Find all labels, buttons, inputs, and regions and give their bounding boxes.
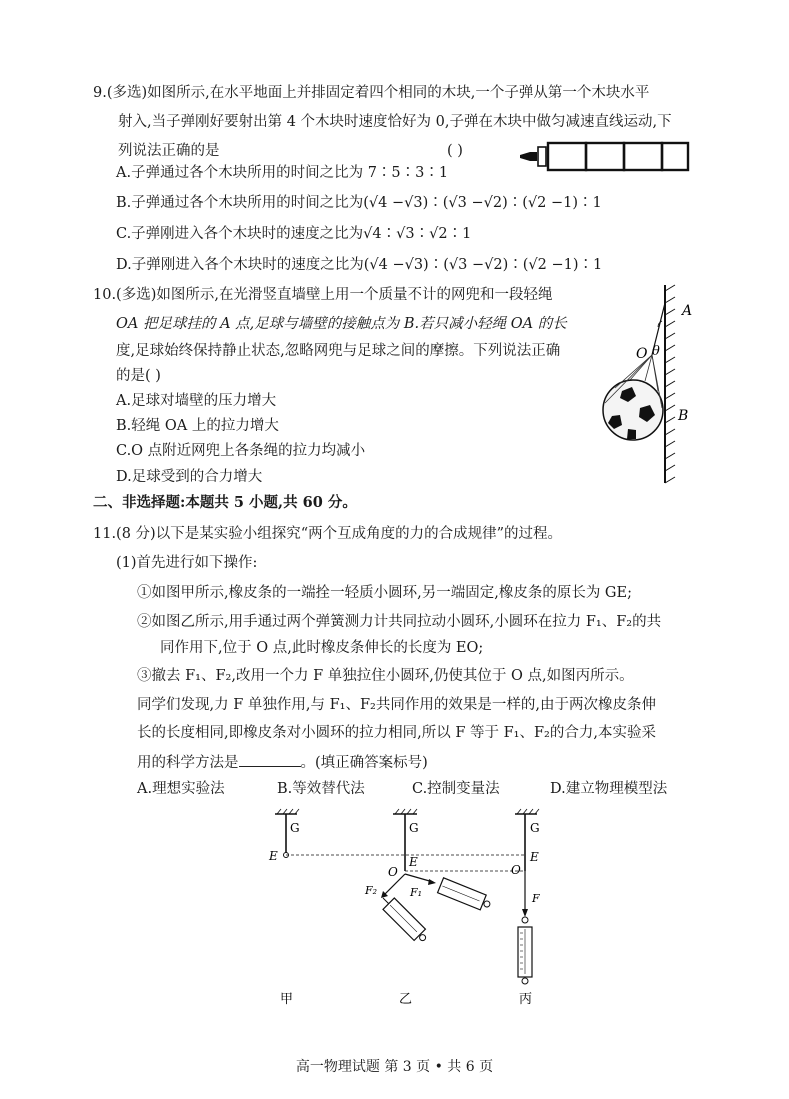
label-bing: 丙 — [519, 992, 533, 1007]
q11-choice-a: A.理想实验法 — [137, 781, 225, 797]
q10-stem-line3: 度,足球始终保持静止状态,忽略网兜与足球之间的摩擦。下列说法正确 — [116, 343, 561, 359]
yi-label-e: E — [409, 855, 418, 869]
q10-option-c: C.O 点附近网兜上各条绳的拉力均减小 — [116, 443, 366, 459]
label-theta: θ — [652, 344, 660, 359]
wood-block — [662, 143, 688, 170]
wood-block — [624, 143, 662, 170]
section-2-heading: 二、非选择题:本题共 5 小题,共 60 分。 — [93, 494, 357, 511]
q11-step1: ①如图甲所示,橡皮条的一端拴一轻质小圆环,另一端固定,橡皮条的原长为 GE; — [137, 585, 632, 601]
q9-option-b: B.子弹通过各个木块所用的时间之比为(√4 −√3)∶(√3 −√2)∶(√2 −1)∶1 — [116, 195, 602, 211]
bing-label-g: G — [530, 821, 540, 835]
q11-stem: 11.(8 分)以下是某实验小组探究“两个互成角度的力的合成规律”的过程。 — [93, 526, 563, 542]
yi-label-o: O — [388, 865, 398, 879]
page-footer: 高一物理试题 第 3 页 • 共 6 页 — [295, 1059, 494, 1075]
jia-label-g: G — [290, 821, 300, 835]
wood-blocks-figure — [515, 140, 695, 180]
q11-conclusion-prefix: 用的科学方法是 — [137, 755, 239, 771]
bing-label-e: E — [530, 850, 539, 864]
q11-choice-b: B.等效替代法 — [277, 781, 365, 797]
bullet-icon — [520, 152, 537, 161]
q9-option-a: A.子弹通过各个木块所用的时间之比为 7∶5∶3∶1 — [116, 165, 449, 181]
answer-blank[interactable] — [239, 752, 301, 767]
q10-stem-line1: 10.(多选)如图所示,在光滑竖直墙壁上用一个质量不计的网兜和一段轻绳 — [93, 287, 553, 303]
q11-choice-d: D.建立物理模型法 — [550, 781, 668, 797]
q10-option-b: B.轻绳 OA 上的拉力增大 — [116, 418, 279, 434]
yi-label-g: G — [409, 821, 419, 835]
q11-step3: ③撤去 F₁、F₂,改用一个力 F 单独拉住小圆环,仍使其位于 O 点,如图丙所示。 — [137, 668, 634, 684]
q11-choice-c: C.控制变量法 — [412, 781, 500, 797]
yi-label-f1: F₁ — [410, 886, 423, 899]
q9-option-d: D.子弹刚进入各个木块时的速度之比为(√4 −√3)∶(√3 −√2)∶(√2 −1)∶1 — [116, 257, 603, 273]
q9-option-c: C.子弹刚进入各个木块时的速度之比为√4∶√3∶√2∶1 — [116, 226, 472, 242]
q11-conclusion-suffix: 。(填正确答案标号) — [300, 755, 428, 771]
q9-stem-line3: 列说法正确的是 — [118, 143, 220, 159]
yi-label-f2: F₂ — [365, 884, 378, 897]
bing-label-o: O — [511, 863, 521, 877]
q11-conclusion-line2: 长的长度相同,即橡皮条对小圆环的拉力相同,所以 F 等于 F₁、F₂的合力,本实验采 — [137, 725, 656, 741]
label-jia: 甲 — [280, 992, 294, 1007]
q11-conclusion-line1: 同学们发现,力 F 单独作用,与 F₁、F₂共同作用的效果是一样的,由于两次橡皮条伸 — [137, 697, 656, 713]
q9-stem-line1: 9.(多选)如图所示,在水平地面上并排固定着四个相同的木块,一个子弹从第一个木块水平 — [93, 85, 650, 101]
figure-bing — [511, 809, 540, 1007]
label-b: B — [678, 408, 689, 424]
wood-block — [586, 143, 624, 170]
wood-block — [548, 143, 586, 170]
q10-option-a: A.足球对墙壁的压力增大 — [116, 393, 277, 409]
spring-scale-f2 — [377, 892, 430, 945]
football-wall-figure — [600, 283, 700, 488]
label-yi: 乙 — [399, 992, 413, 1007]
q10-stem-line4: 的是( ) — [116, 368, 161, 384]
q10-stem-line2: OA 把足球挂的 A 点,足球与墙壁的接触点为 B.若只减小轻绳 OA 的长 — [116, 316, 567, 332]
q11-step2-line1: ②如图乙所示,用手通过两个弹簧测力计共同拉动小圆环,小圆环在拉力 F₁、F₂的共 — [137, 614, 662, 630]
q10-option-d: D.足球受到的合力增大 — [116, 469, 263, 485]
bing-label-f: F — [532, 892, 540, 905]
spring-scale-f1 — [438, 878, 493, 913]
q9-stem-line2: 射入,当子弹刚好要射出第 4 个木块时速度恰好为 0,子弹在木块中做匀减速直线运动,下 — [118, 114, 672, 130]
q9-answer-paren: ( ) — [447, 143, 463, 159]
label-o: O — [636, 346, 648, 362]
label-a: A — [682, 303, 693, 319]
figure-jia — [268, 809, 300, 863]
figure-yi — [364, 809, 493, 1007]
jia-label-e: E — [269, 849, 278, 863]
experiment-figure — [255, 808, 565, 1018]
q11-conclusion-line3 — [137, 752, 428, 773]
q11-step2-line2: 同作用下,位于 O 点,此时橡皮条伸长的长度为 EO; — [160, 640, 484, 656]
q11-sub1: (1)首先进行如下操作: — [116, 555, 258, 571]
